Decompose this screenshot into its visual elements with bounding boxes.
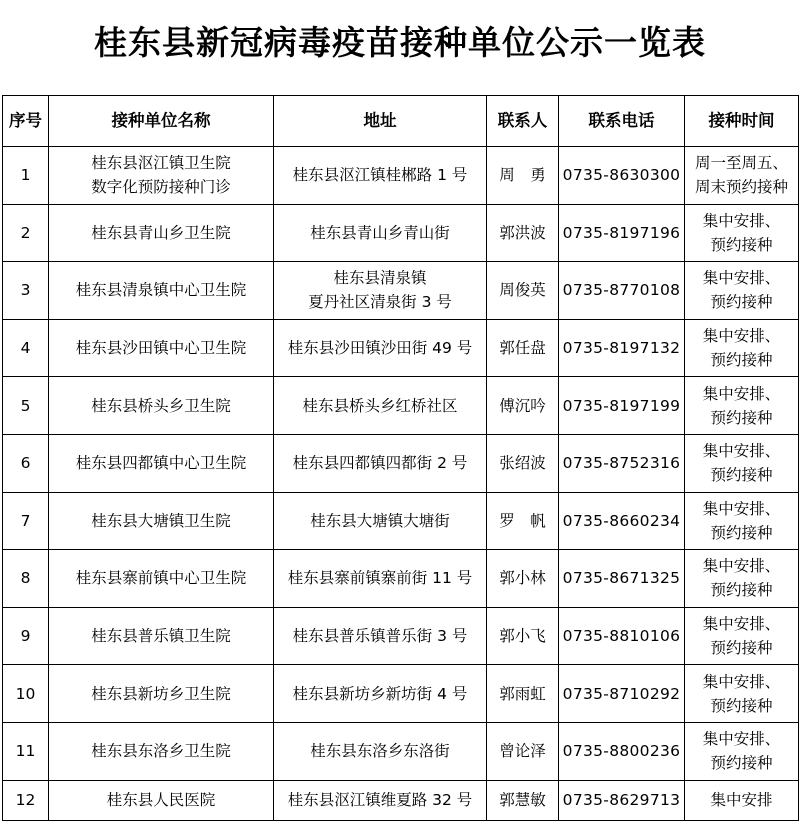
cell-unit-name (49, 377, 274, 435)
cell-time-line: 集中安排、 (702, 269, 781, 288)
table-row (3, 204, 799, 262)
cell-unit-name (49, 262, 274, 320)
cell-time-line: 集中安排、 (702, 384, 781, 403)
table-row (3, 434, 799, 492)
cell-time (685, 550, 799, 608)
cell-address (274, 492, 487, 550)
cell-unit-name-line: 桂东县桥头乡卫生院 (91, 396, 231, 415)
cell-address (274, 147, 487, 205)
cell-unit-name-line: 桂东县新坊乡卫生院 (91, 684, 231, 703)
cell-unit-name (49, 492, 274, 550)
cell-index: 2 (3, 204, 49, 262)
table-row (3, 377, 799, 435)
cell-unit-name (49, 147, 274, 205)
cell-time-line: 预约接种 (710, 639, 773, 658)
cell-time-line: 集中安排、 (702, 327, 781, 346)
cell-contact: 罗 帆 (487, 492, 559, 550)
cell-time-line: 集中安排、 (702, 499, 781, 518)
cell-contact: 张绍波 (487, 434, 559, 492)
cell-phone: 0735-8630300 (559, 147, 685, 205)
cell-time-line: 集中安排 (710, 791, 773, 810)
cell-unit-name-line: 桂东县人民医院 (106, 791, 216, 810)
cell-unit-name-line: 桂东县寨前镇中心卫生院 (75, 569, 247, 588)
cell-time-line: 预约接种 (710, 351, 773, 370)
header-contact: 联系人 (487, 96, 559, 147)
cell-contact: 周 勇 (487, 147, 559, 205)
cell-time (685, 780, 799, 820)
cell-time-line: 周一至周五、 (694, 154, 788, 173)
cell-phone: 0735-8800236 (559, 722, 685, 780)
cell-contact: 郭小飞 (487, 607, 559, 665)
cell-address-line: 桂东县寨前镇寨前街 11 号 (287, 569, 473, 588)
cell-address (274, 204, 487, 262)
header-unit-name: 接种单位名称 (49, 96, 274, 147)
cell-unit-name (49, 780, 274, 820)
cell-contact: 郭慧敏 (487, 780, 559, 820)
vaccination-units-table (2, 95, 799, 821)
cell-phone: 0735-8710292 (559, 665, 685, 723)
cell-address (274, 262, 487, 320)
cell-address (274, 665, 487, 723)
cell-address (274, 434, 487, 492)
cell-unit-name-line: 桂东县四都镇中心卫生院 (75, 454, 247, 473)
cell-contact: 周俊英 (487, 262, 559, 320)
cell-unit-name (49, 722, 274, 780)
cell-phone: 0735-8197199 (559, 377, 685, 435)
cell-index: 12 (3, 780, 49, 820)
cell-time (685, 492, 799, 550)
cell-time-line: 预约接种 (710, 235, 773, 254)
table-row (3, 550, 799, 608)
cell-contact: 郭任盘 (487, 319, 559, 377)
cell-address-line: 桂东县新坊乡新坊街 4 号 (292, 684, 468, 703)
cell-time-line: 预约接种 (710, 408, 773, 427)
cell-unit-name-line: 数字化预防接种门诊 (91, 178, 231, 197)
cell-time (685, 607, 799, 665)
cell-time-line: 集中安排、 (702, 442, 781, 461)
cell-address-line: 桂东县桥头乡红桥社区 (302, 396, 458, 415)
cell-phone: 0735-8197196 (559, 204, 685, 262)
cell-time (685, 262, 799, 320)
cell-time-line: 预约接种 (710, 696, 773, 715)
cell-time-line: 集中安排、 (702, 211, 781, 230)
cell-address-line: 夏丹社区清泉街 3 号 (308, 293, 452, 312)
cell-phone: 0735-8629713 (559, 780, 685, 820)
cell-time (685, 147, 799, 205)
cell-index: 3 (3, 262, 49, 320)
cell-unit-name (49, 204, 274, 262)
cell-index: 1 (3, 147, 49, 205)
table-row (3, 607, 799, 665)
cell-address-line: 桂东县沙田镇沙田街 49 号 (287, 339, 473, 358)
table-header-row (3, 96, 799, 147)
cell-unit-name-line: 桂东县清泉镇中心卫生院 (75, 281, 247, 300)
cell-address (274, 550, 487, 608)
cell-index: 4 (3, 319, 49, 377)
cell-time-line: 预约接种 (710, 754, 773, 773)
cell-time (685, 204, 799, 262)
cell-phone: 0735-8810106 (559, 607, 685, 665)
cell-index: 8 (3, 550, 49, 608)
cell-index: 7 (3, 492, 49, 550)
cell-time (685, 434, 799, 492)
table-row (3, 665, 799, 723)
cell-time-line: 预约接种 (710, 466, 773, 485)
cell-contact: 郭小林 (487, 550, 559, 608)
cell-time (685, 665, 799, 723)
cell-address (274, 722, 487, 780)
cell-index: 6 (3, 434, 49, 492)
cell-unit-name-line: 桂东县青山乡卫生院 (91, 223, 231, 242)
table-body (3, 147, 799, 821)
cell-contact: 曾论泽 (487, 722, 559, 780)
header-address: 地址 (274, 96, 487, 147)
cell-time-line: 预约接种 (710, 523, 773, 542)
cell-address (274, 607, 487, 665)
cell-phone: 0735-8770108 (559, 262, 685, 320)
cell-phone: 0735-8671325 (559, 550, 685, 608)
cell-contact: 郭洪波 (487, 204, 559, 262)
cell-index: 10 (3, 665, 49, 723)
cell-phone: 0735-8660234 (559, 492, 685, 550)
cell-address-line: 桂东县沤江镇维夏路 32 号 (287, 791, 473, 810)
header-time: 接种时间 (685, 96, 799, 147)
cell-address-line: 桂东县大塘镇大塘街 (310, 511, 450, 530)
cell-phone: 0735-8197132 (559, 319, 685, 377)
cell-address-line: 桂东县普乐镇普乐街 3 号 (292, 627, 468, 646)
cell-address-line: 桂东县东洛乡东洛街 (310, 742, 450, 761)
cell-address (274, 780, 487, 820)
cell-unit-name (49, 434, 274, 492)
cell-contact: 傅沉吟 (487, 377, 559, 435)
cell-unit-name (49, 550, 274, 608)
cell-unit-name-line: 桂东县东洛乡卫生院 (91, 742, 231, 761)
cell-unit-name-line: 桂东县大塘镇卫生院 (91, 511, 231, 530)
cell-address-line: 桂东县青山乡青山街 (310, 223, 450, 242)
cell-address-line: 桂东县四都镇四都街 2 号 (292, 454, 468, 473)
cell-unit-name (49, 607, 274, 665)
cell-time-line: 预约接种 (710, 293, 773, 312)
cell-unit-name (49, 665, 274, 723)
cell-time-line: 集中安排、 (702, 557, 781, 576)
cell-index: 5 (3, 377, 49, 435)
table-row (3, 262, 799, 320)
page-title: 桂东县新冠病毒疫苗接种单位公示一览表 (94, 23, 706, 62)
cell-time (685, 319, 799, 377)
table-row (3, 780, 799, 820)
cell-time-line: 集中安排、 (702, 615, 781, 634)
table-row (3, 319, 799, 377)
cell-address-line: 桂东县清泉镇 (333, 269, 427, 288)
cell-address (274, 319, 487, 377)
cell-time-line: 集中安排、 (702, 730, 781, 749)
cell-time-line: 预约接种 (710, 581, 773, 600)
cell-time-line: 周末预约接种 (694, 178, 788, 197)
cell-unit-name-line: 桂东县沙田镇中心卫生院 (75, 339, 247, 358)
cell-address (274, 377, 487, 435)
cell-address-line: 桂东县沤江镇桂郴路 1 号 (292, 166, 468, 185)
cell-time (685, 377, 799, 435)
header-phone: 联系电话 (559, 96, 685, 147)
cell-phone: 0735-8752316 (559, 434, 685, 492)
cell-contact: 郭雨虹 (487, 665, 559, 723)
cell-unit-name (49, 319, 274, 377)
cell-unit-name-line: 桂东县普乐镇卫生院 (91, 627, 231, 646)
table-row (3, 147, 799, 205)
cell-unit-name-line: 桂东县沤江镇卫生院 (91, 154, 231, 173)
table-row (3, 492, 799, 550)
cell-index: 9 (3, 607, 49, 665)
cell-time (685, 722, 799, 780)
cell-time-line: 集中安排、 (702, 672, 781, 691)
cell-index: 11 (3, 722, 49, 780)
table-row (3, 722, 799, 780)
header-index: 序号 (3, 96, 49, 147)
